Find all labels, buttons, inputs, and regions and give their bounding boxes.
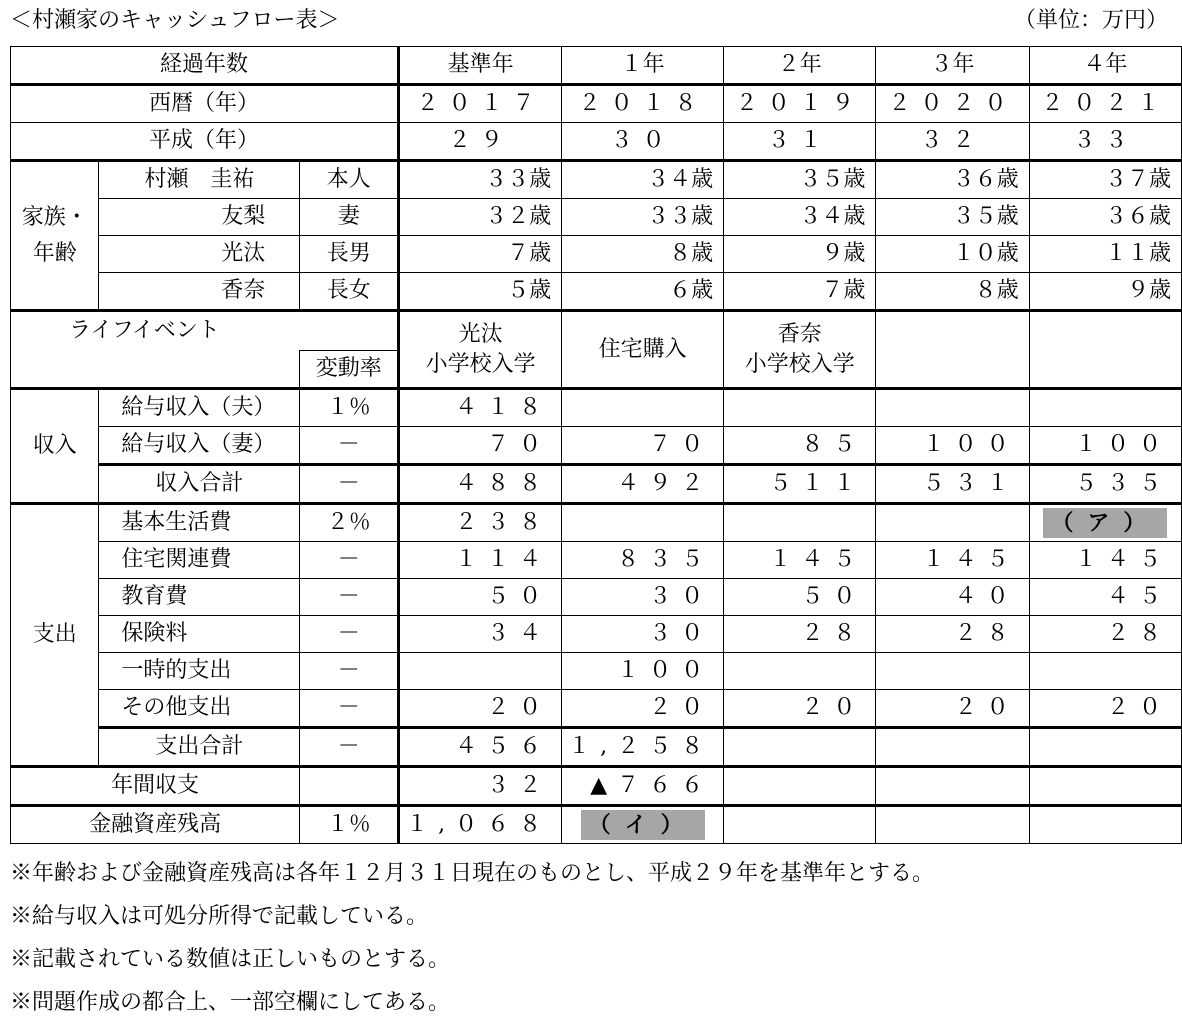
- value-cell: １,２５８: [562, 728, 724, 767]
- expense-label: 支出: [11, 504, 99, 767]
- income-total-row: [11, 465, 1182, 504]
- income-row: [11, 427, 1182, 465]
- row-label: 支出合計: [99, 728, 300, 767]
- family-row: [11, 199, 1182, 236]
- age-cell: ３５歳: [724, 161, 876, 199]
- member-name: 友梨: [99, 199, 300, 236]
- blank-i: （イ）: [581, 810, 705, 840]
- value-cell: [1029, 767, 1181, 806]
- value-cell: ８３５: [562, 542, 724, 579]
- value-cell: ３０: [562, 579, 724, 616]
- value-cell: ２０: [562, 690, 724, 728]
- value-cell: １,０６８: [399, 806, 562, 844]
- value-cell: ２０: [399, 690, 562, 728]
- value-cell: [724, 728, 876, 767]
- value-cell: [876, 767, 1029, 806]
- life-event-label-spacer: [11, 351, 300, 389]
- rate-cell: １％: [300, 806, 399, 844]
- value-cell: １４５: [1029, 542, 1181, 579]
- value-cell: ８５: [724, 427, 876, 465]
- note: ※給与収入は可処分所得で記載している。: [10, 904, 429, 929]
- income-row: [11, 389, 1182, 427]
- note: ※問題作成の都合上、一部空欄にしてある。: [10, 990, 451, 1015]
- life-event-cell: [876, 311, 1029, 389]
- years-row: [11, 47, 1182, 85]
- member-name: 光汰: [99, 236, 300, 273]
- note: ※記載されている数値は正しいものとする。: [10, 947, 451, 972]
- rate-cell: －: [300, 728, 399, 767]
- value-cell: [1029, 653, 1181, 690]
- value-cell: [724, 806, 876, 844]
- value-cell: ３０: [562, 616, 724, 653]
- value-cell: １００: [1029, 427, 1181, 465]
- row-label: 給与収入（夫）: [99, 389, 300, 427]
- row-label: 収入合計: [99, 465, 300, 504]
- value-cell: １００: [562, 653, 724, 690]
- value-cell: １００: [876, 427, 1029, 465]
- row-label: 給与収入（妻）: [99, 427, 300, 465]
- year-cell: 基準年: [399, 47, 562, 85]
- age-cell: ３３歳: [399, 161, 562, 199]
- rate-cell: １％: [300, 389, 399, 427]
- event-line: 住宅購入: [598, 336, 687, 362]
- value-cell: ２０: [724, 690, 876, 728]
- expense-row: [11, 542, 1182, 579]
- family-row: [11, 236, 1182, 273]
- value-cell: ▲７６６: [562, 767, 724, 806]
- elapsed-years-label: 経過年数: [11, 47, 399, 85]
- value-cell: ２０: [1029, 690, 1181, 728]
- seireki-row: [11, 85, 1182, 123]
- age-cell: ３４歳: [562, 161, 724, 199]
- heisei-cell: ３２: [876, 123, 1029, 161]
- blank-a-cell: [1029, 504, 1181, 542]
- value-cell: [1029, 389, 1181, 427]
- seireki-cell: ２０１８: [562, 85, 724, 123]
- value-cell: ４１８: [399, 389, 562, 427]
- value-cell: [724, 653, 876, 690]
- row-label: 住宅関連費: [99, 542, 300, 579]
- year-cell: ４年: [1029, 47, 1181, 85]
- note: ※年齢および金融資産残高は各年１２月３１日現在のものとし、平成２９年を基準年とする。: [10, 861, 935, 886]
- rate-cell: ２％: [300, 504, 399, 542]
- expense-row: [11, 504, 1182, 542]
- notes: [10, 852, 934, 1024]
- member-name: 村瀬 圭祐: [99, 161, 300, 199]
- value-cell: ５３５: [1029, 465, 1181, 504]
- age-cell: １０歳: [876, 236, 1029, 273]
- age-cell: ３２歳: [399, 199, 562, 236]
- rate-cell: －: [300, 690, 399, 728]
- rate-cell: －: [300, 653, 399, 690]
- cashflow-table: [10, 46, 1182, 844]
- age-cell: ９歳: [1029, 273, 1181, 311]
- value-cell: ４５６: [399, 728, 562, 767]
- age-cell: ３６歳: [1029, 199, 1181, 236]
- value-cell: ４８８: [399, 465, 562, 504]
- year-cell: ３年: [876, 47, 1029, 85]
- value-cell: ２８: [876, 616, 1029, 653]
- year-cell: １年: [562, 47, 724, 85]
- member-relation: 長女: [300, 273, 399, 311]
- age-cell: ３６歳: [876, 161, 1029, 199]
- row-label: 教育費: [99, 579, 300, 616]
- age-cell: ３７歳: [1029, 161, 1181, 199]
- age-cell: ３３歳: [562, 199, 724, 236]
- value-cell: ７０: [562, 427, 724, 465]
- heisei-cell: ３０: [562, 123, 724, 161]
- blank-a: （ア）: [1043, 508, 1167, 538]
- value-cell: [876, 504, 1029, 542]
- value-cell: １１４: [399, 542, 562, 579]
- value-cell: ４０: [876, 579, 1029, 616]
- expense-total-row: [11, 728, 1182, 767]
- value-cell: [562, 504, 724, 542]
- balance-row: [11, 767, 1182, 806]
- rate-cell: －: [300, 542, 399, 579]
- value-cell: [399, 653, 562, 690]
- seireki-cell: ２０２１: [1029, 85, 1181, 123]
- family-age-label: [11, 161, 99, 311]
- value-cell: ２０: [876, 690, 1029, 728]
- life-event-cell: [562, 311, 724, 389]
- value-cell: ５０: [724, 579, 876, 616]
- expense-row: [11, 653, 1182, 690]
- life-event-cell: [399, 311, 562, 389]
- heisei-cell: ３１: [724, 123, 876, 161]
- row-label: 年間収支: [11, 767, 300, 806]
- event-line: 香奈: [777, 321, 822, 347]
- rate-cell: －: [300, 579, 399, 616]
- expense-row: [11, 616, 1182, 653]
- value-cell: ３２: [399, 767, 562, 806]
- family-label-line2: 年齢: [32, 240, 77, 266]
- unit-label: （単位：万円）: [1013, 8, 1168, 33]
- value-cell: [724, 389, 876, 427]
- life-event-label: ライフイベント: [11, 311, 399, 351]
- value-cell: [1029, 806, 1181, 844]
- family-row: [11, 161, 1182, 199]
- age-cell: ９歳: [724, 236, 876, 273]
- year-cell: ２年: [724, 47, 876, 85]
- age-cell: ６歳: [562, 273, 724, 311]
- value-cell: [876, 728, 1029, 767]
- assets-row: [11, 806, 1182, 844]
- family-row: [11, 273, 1182, 311]
- value-cell: ７０: [399, 427, 562, 465]
- rate-cell: －: [300, 427, 399, 465]
- value-cell: １４５: [724, 542, 876, 579]
- value-cell: ２８: [1029, 616, 1181, 653]
- heisei-label: 平成（年）: [11, 123, 399, 161]
- blank-i-cell: [562, 806, 724, 844]
- expense-row: [11, 579, 1182, 616]
- value-cell: [1029, 728, 1181, 767]
- row-label: 基本生活費: [99, 504, 300, 542]
- value-cell: ５１１: [724, 465, 876, 504]
- value-cell: [724, 504, 876, 542]
- age-cell: ７歳: [399, 236, 562, 273]
- value-cell: ５３１: [876, 465, 1029, 504]
- member-relation: 長男: [300, 236, 399, 273]
- heisei-cell: ３３: [1029, 123, 1181, 161]
- age-cell: ５歳: [399, 273, 562, 311]
- value-cell: ５０: [399, 579, 562, 616]
- age-cell: ３４歳: [724, 199, 876, 236]
- member-name: 香奈: [99, 273, 300, 311]
- age-cell: ８歳: [562, 236, 724, 273]
- age-cell: ８歳: [876, 273, 1029, 311]
- event-line: 小学校入学: [425, 351, 536, 377]
- age-cell: ３５歳: [876, 199, 1029, 236]
- value-cell: ２８: [724, 616, 876, 653]
- rate-cell: －: [300, 616, 399, 653]
- rate-cell: －: [300, 465, 399, 504]
- value-cell: ２３８: [399, 504, 562, 542]
- value-cell: [876, 806, 1029, 844]
- member-relation: 妻: [300, 199, 399, 236]
- heisei-cell: ２９: [399, 123, 562, 161]
- life-event-cell: [1029, 311, 1181, 389]
- income-label: 収入: [11, 389, 99, 504]
- value-cell: [876, 653, 1029, 690]
- family-label-line1: 家族・: [21, 204, 88, 230]
- heisei-row: [11, 123, 1182, 161]
- rate-header: 変動率: [300, 351, 399, 389]
- event-line: 光汰: [458, 321, 503, 347]
- table-title: ＜村瀬家のキャッシュフロー表＞: [10, 8, 340, 33]
- seireki-cell: ２０１９: [724, 85, 876, 123]
- age-cell: ７歳: [724, 273, 876, 311]
- expense-row: [11, 690, 1182, 728]
- event-line: 小学校入学: [744, 351, 855, 377]
- row-label: 保険料: [99, 616, 300, 653]
- life-event-row: [11, 311, 1182, 351]
- seireki-cell: ２０２０: [876, 85, 1029, 123]
- rate-cell: [300, 767, 399, 806]
- row-label: その他支出: [99, 690, 300, 728]
- row-label: 一時的支出: [99, 653, 300, 690]
- seireki-label: 西暦（年）: [11, 85, 399, 123]
- seireki-cell: ２０１７: [399, 85, 562, 123]
- value-cell: １４５: [876, 542, 1029, 579]
- age-cell: １１歳: [1029, 236, 1181, 273]
- value-cell: ３４: [399, 616, 562, 653]
- member-relation: 本人: [300, 161, 399, 199]
- row-label: 金融資産残高: [11, 806, 300, 844]
- value-cell: [724, 767, 876, 806]
- value-cell: ４５: [1029, 579, 1181, 616]
- life-event-cell: [724, 311, 876, 389]
- value-cell: [562, 389, 724, 427]
- value-cell: [876, 389, 1029, 427]
- value-cell: ４９２: [562, 465, 724, 504]
